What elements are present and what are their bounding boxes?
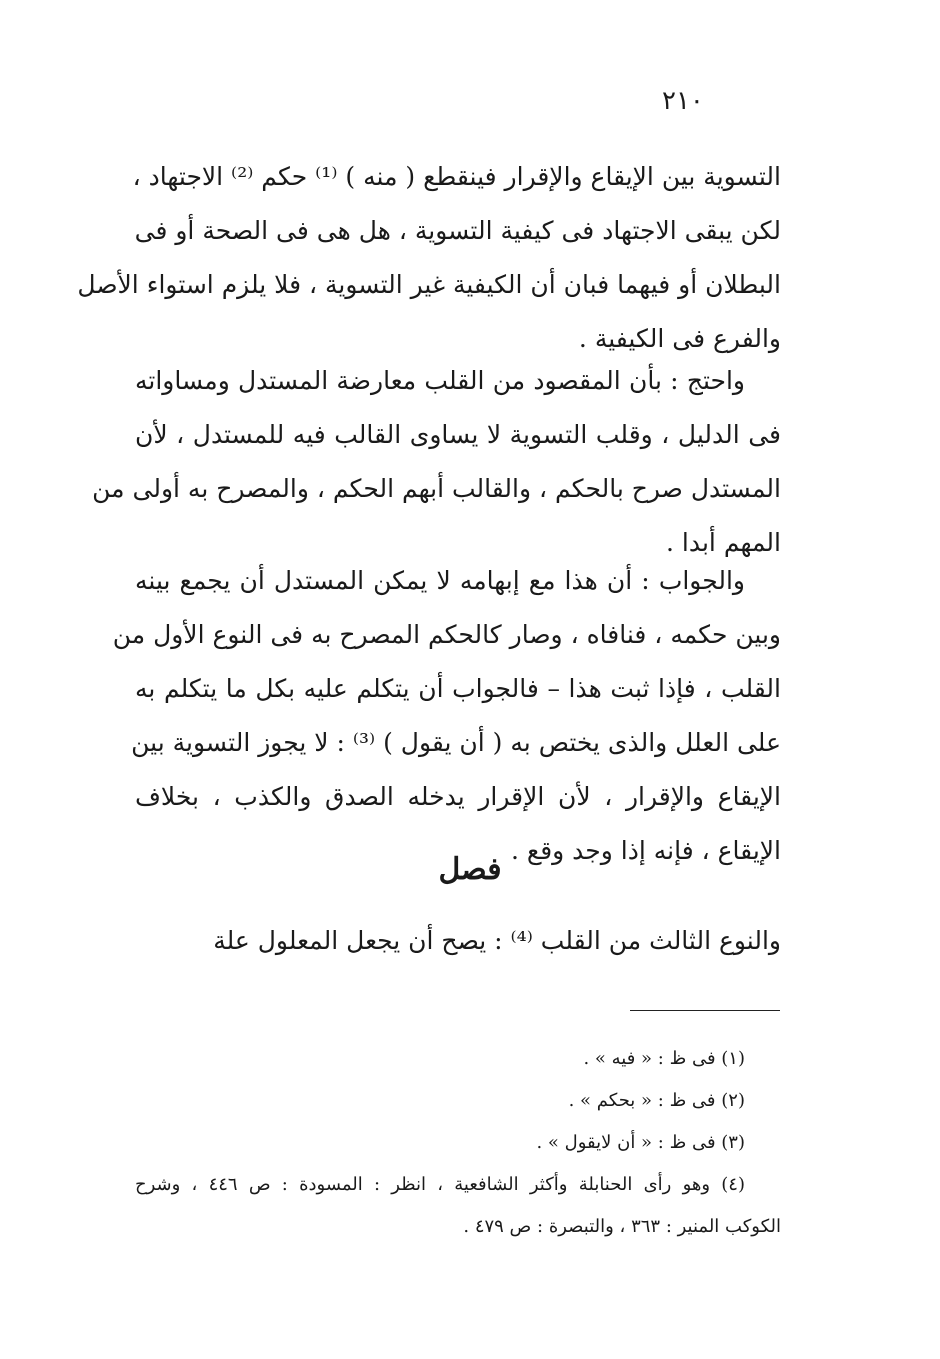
paragraph-line: الإيقاع ، فإنه إذا وجد وقع .: [511, 836, 781, 865]
section-heading: فصل: [438, 852, 502, 887]
paragraph-line: القلب ، فإذا ثبت هذا – فالجواب أن يتكلم عليه بكل ما يتكلم به: [135, 674, 781, 703]
paragraph-line: الإيقاع والإقرار ، لأن الإقرار يدخله الصدق والكذب ، بخلاف: [135, 782, 781, 811]
paragraph-3: [112, 554, 781, 878]
paragraph-line: التسوية بين الإيقاع والإقرار فينقطع ( منه ) ⁽¹⁾ حكم ⁽²⁾ الاجتهاد ،: [132, 162, 781, 191]
paragraph-line: واحتج : بأن المقصود من القلب معارضة المستدل ومساواته: [135, 366, 745, 395]
paragraph-line: والنوع الثالث من القلب ⁽⁴⁾ : يصح أن يجعل المعلول علة: [213, 926, 781, 955]
footnote: (١) فى ظ : « فيه » .: [583, 1048, 745, 1069]
footnotes: [135, 1038, 781, 1248]
paragraph-line: المهم أبدا .: [666, 528, 781, 557]
footnote: (٢) فى ظ : « بحكم » .: [568, 1090, 745, 1111]
paragraph-line: المستدل صرح بالحكم ، والقالب أبهم الحكم ، والمصرح به أولى من: [92, 474, 781, 503]
footnote: (٣) فى ظ : « أن لايقول » .: [536, 1132, 745, 1153]
paragraph-line: والفرع فى الكيفية .: [578, 324, 781, 353]
paragraph-2: [92, 354, 781, 570]
paragraph-line: وبين حكمه ، فنافاه ، وصار كالحكم المصرح به فى النوع الأول من: [112, 620, 781, 649]
page-number: ٢١٠: [662, 86, 704, 116]
paragraph-line: البطلان أو فيهما فبان أن الكيفية غير التسوية ، فلا يلزم استواء الأصل: [77, 270, 781, 299]
paragraph-line: والجواب : أن هذا مع إبهامه لا يمكن المستدل أن يجمع بينه: [135, 566, 745, 595]
paragraph-1: [77, 150, 781, 366]
paragraph-line: لكن يبقى الاجتهاد فى كيفية التسوية ، هل هى فى الصحة أو فى: [134, 216, 781, 245]
paragraph-4: [135, 914, 781, 968]
footnote-divider: [630, 1010, 780, 1011]
footnote: (٤) وهو رأى الحنابلة وأكثر الشافعية ، انظر : المسودة : ص ٤٤٦ ، وشرح: [135, 1174, 745, 1195]
paragraph-line: فى الدليل ، وقلب التسوية لا يساوى القالب فيه للمستدل ، لأن: [135, 420, 781, 449]
footnote: الكوكب المنير : ٣٦٣ ، والتبصرة : ص ٤٧٩ .: [463, 1216, 781, 1237]
paragraph-line: على العلل والذى يختص به ( أن يقول ) ⁽³⁾ : لا يجوز التسوية بين: [131, 728, 781, 757]
